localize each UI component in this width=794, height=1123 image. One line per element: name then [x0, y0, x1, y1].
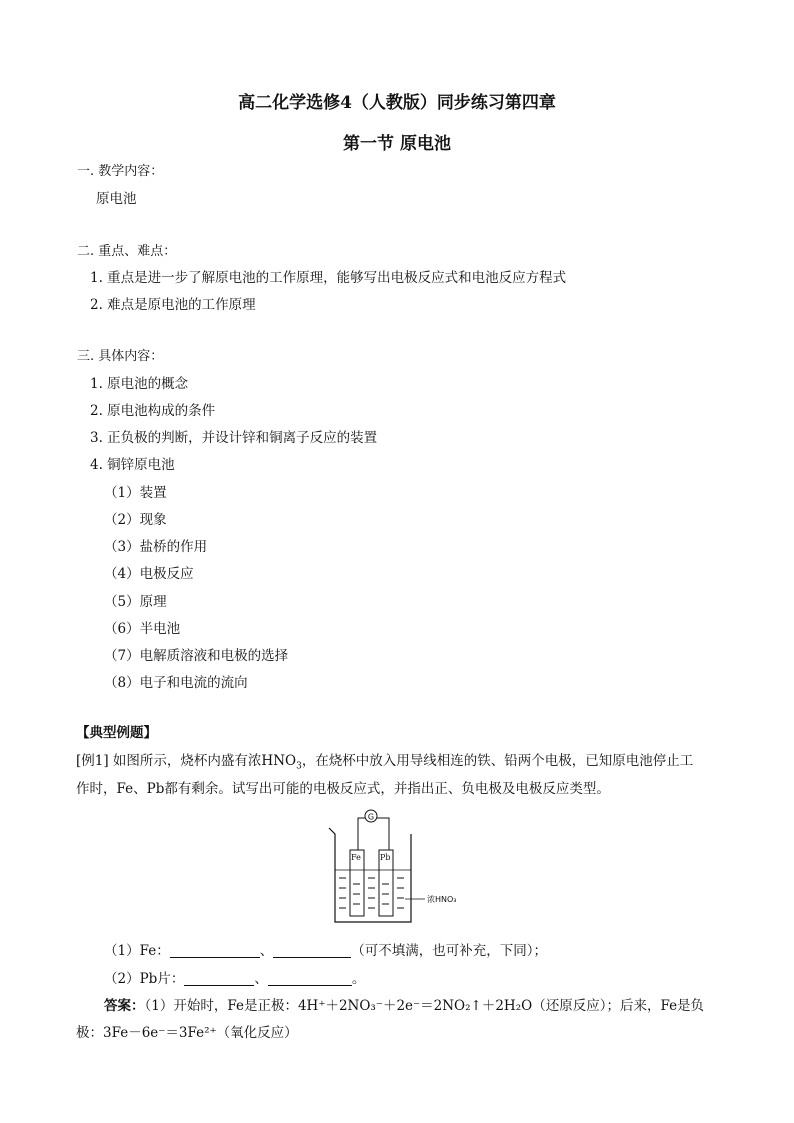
solution-label: 浓HNO₃ [427, 895, 457, 904]
example-label: [例1] [76, 753, 109, 769]
content-subitem: （8）电子和电流的流向 [104, 675, 248, 691]
content-subitem: （6）半电池 [104, 621, 181, 637]
example-heading: 【典型例题】 [76, 725, 157, 741]
content-item: 4. 铜锌原电池 [90, 457, 175, 473]
question-2 [104, 967, 365, 987]
answer-line-2: 极：3Fe－6e⁻＝3Fe²⁺（氧化反应） [76, 1025, 298, 1041]
wire-left [358, 818, 365, 850]
solution-marks [339, 878, 404, 908]
example-question-line1 [76, 749, 693, 772]
q2-blank-2[interactable] [268, 971, 352, 986]
content-item: 3. 正负极的判断，并设计锌和铜离子反应的装置 [90, 430, 378, 446]
example-text-a: 如图所示，烧杯内盛有浓HNO [112, 753, 297, 769]
q1-suffix: （可不填满，也可补充，下同）； [351, 943, 547, 959]
fe-label: Fe [351, 853, 361, 862]
content-item: 2. 原电池构成的条件 [90, 403, 216, 419]
section-heading-teaching-content: 一. 教学内容： [77, 164, 164, 179]
q2-prefix: （2）Pb片： [104, 971, 185, 987]
key-point-item: 2. 难点是原电池的工作原理 [90, 297, 256, 313]
answer-label: 答案： [104, 998, 145, 1014]
page-title: 高二化学选修4（人教版）同步练习第四章 [238, 93, 556, 113]
q1-separator: 、 [259, 943, 274, 959]
example-text-b: ，在烧杯中放入用导线相连的铁、铅两个电极，已知原电池停止工 [301, 753, 694, 769]
example-question-line2: 作时，Fe、Pb都有剩余。试写出可能的电极反应式，并指出正、负电极及电极反应类型。 [76, 781, 610, 797]
content-subitem: （5）原理 [104, 594, 167, 610]
galvanometer-label: G [367, 812, 375, 822]
section-heading-specific-content: 三. 具体内容： [77, 349, 164, 364]
example-text-sub: 3 [296, 761, 302, 772]
wire-right [377, 818, 389, 850]
content-subitem: （1）装置 [104, 485, 167, 501]
teaching-content-text: 原电池 [96, 191, 137, 207]
pb-label: Pb [380, 853, 391, 862]
content-subitem: （3）盐桥的作用 [104, 539, 208, 555]
content-subitem: （7）电解质溶液和电极的选择 [104, 648, 289, 664]
section-heading-key-points: 二. 重点、难点： [77, 244, 177, 259]
galvanic-cell-diagram [325, 804, 475, 926]
question-1 [104, 939, 547, 959]
q2-suffix: 。 [351, 971, 366, 987]
content-item: 1. 原电池的概念 [90, 376, 189, 392]
content-subitem: （2）现象 [104, 512, 167, 528]
answer-text-1: （1）开始时，Fe是正极：4H⁺＋2NO₃⁻＋2e⁻＝2NO₂↑＋2H₂O（还原反应）；后来，Fe是负 [144, 998, 705, 1014]
q1-blank-2[interactable] [273, 943, 351, 958]
q2-blank-1[interactable] [184, 971, 254, 986]
section-title: 第一节 原电池 [343, 134, 451, 154]
content-subitem: （4）电极反应 [104, 566, 194, 582]
q1-blank-1[interactable] [170, 943, 260, 958]
key-point-item: 1. 重点是进一步了解原电池的工作原理，能够写出电极反应式和电池反应方程式 [90, 270, 567, 286]
q1-prefix: （1）Fe： [104, 943, 170, 959]
q2-separator: 、 [254, 971, 268, 987]
answer-line-1 [104, 994, 704, 1014]
